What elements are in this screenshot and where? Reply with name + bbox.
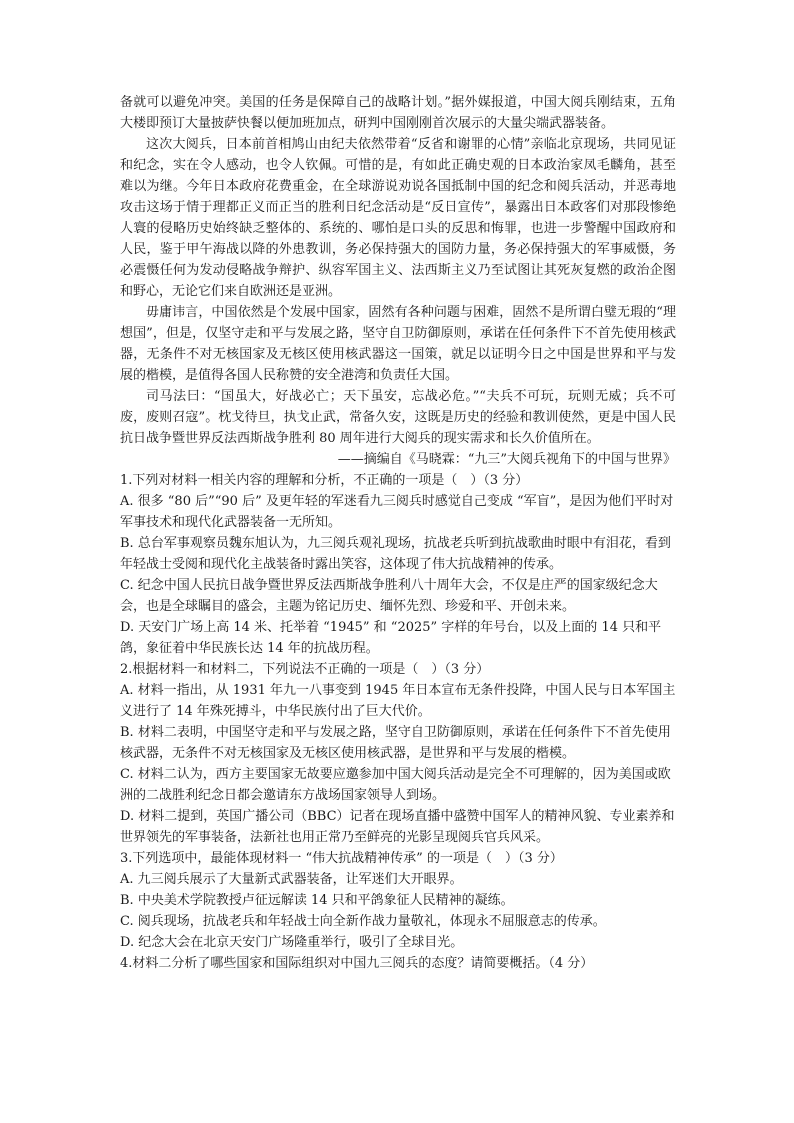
question-stem: 1.下列对材料一相关内容的理解和分析，不正确的一项是（ ）（3 分） [120, 473, 529, 488]
option-d: D. 纪念大会在北京天安门广场隆重举行，吸引了全球目光。 [120, 935, 464, 950]
question-stem: 3.下列选项中，最能体现材料一 “伟大抗战精神传承” 的一项是（ ）（3 分） [120, 851, 563, 866]
question-3 [120, 848, 676, 953]
option-c: C. 纪念中国人民抗日战争暨世界反法西斯战争胜利八十周年大会，不仅是庄严的国家级纪念大会，也是全球瞩目的盛会，主题为铭记历史、缅怀先烈、珍爱和平、开创未来。 [120, 578, 658, 614]
document-page [120, 92, 676, 974]
option-c: C. 材料二认为，西方主要国家无故要应邀参加中国大阅兵活动是完全不可理解的，因为美国或欧洲的二战胜利纪念日都会邀请东方战场国家领导人到场。 [120, 767, 671, 803]
option-d: D. 材料二提到，英国广播公司（BBC）记者在现场直播中盛赞中国军人的精神风貌、专业素养和世界领先的军事装备，法新社也用正常乃至鲜亮的光影呈现阅兵官兵风采。 [120, 809, 675, 845]
option-d: D. 天安门广场上高 14 米、托举着 “1945” 和 “2025” 字样的年号台，以及上面的 14 只和平鸽，象征着中华民族长达 14 年的抗战历程。 [120, 620, 662, 656]
question-2 [120, 659, 676, 848]
passage-paragraph: 司马法曰：“国虽大，好战必亡；天下虽安，忘战必危。”“夫兵不可玩，玩则无威；兵不可废，废则召寇”。枕戈待旦，执戈止武，常备久安，这既是历史的经验和教训使然，更是中国人民抗日战争暨世界反法西斯战争胜利 80 周年进行大阅兵的现实需求和长久价值所在。 [120, 389, 676, 446]
passage-paragraph: 毋庸讳言，中国依然是个发展中国家，固然有各种问题与困难，固然不是所谓白璧无瑕的“理想国”，但是，仅坚守走和平与发展之路，坚守自卫防御原则，承诺在任何条件下不首先使用核武器，无条件不对无核国家及无核区使用核武器这一国策，就足以证明今日之中国是世界和平与发展的楷模，是值得各国人民称赞的安全港湾和负责任大国。 [120, 305, 676, 383]
passage-source: ——摘编自《马晓霖：“九三”大阅兵视角下的中国与世界》 [337, 452, 676, 467]
option-c: C. 阅兵现场，抗战老兵和年轻战士向全新作战力量敬礼，体现永不屈服意志的传承。 [120, 914, 606, 929]
passage-paragraph: 备就可以避免冲突。美国的任务是保障自己的战略计划。”据外媒报道，中国大阅兵刚结束，五角大楼即预订大量披萨快餐以便加班加点，研判中国刚刚首次展示的大量尖端武器装备。 [120, 95, 676, 131]
question-4 [120, 953, 676, 974]
question-stem: 2.根据材料一和材料二，下列说法不正确的一项是（ ）（3 分） [120, 662, 490, 677]
option-b: B. 总台军事观察员魏东旭认为，九三阅兵观礼现场，抗战老兵听到抗战歌曲时眼中有泪花，看到年轻战士受阅和现代化主战装备时露出笑容，这体现了伟大抗战精神的传承。 [120, 536, 671, 572]
passage-paragraph: 这次大阅兵，日本前首相鸠山由纪夫依然带着“反省和谢罪的心情”亲临北京现场，共同见证和纪念，实在令人感动，也令人钦佩。可惜的是，有如此正确史观的日本政治家凤毛麟角，甚至难以为继。今年日本政府花费重金，在全球游说劝说各国抵制中国的纪念和阅兵活动，并恶毒地攻击这场于情于理都正义而正当的胜利日纪念活动是“反日宣传”，暴露出日本政客们对那段惨绝人寰的侵略历史始终缺乏整体的、系统的、哪怕是口头的反思和悔罪，也进一步警醒中国政府和人民，鉴于甲午海战以降的外患教训，务必保持强大的国防力量，务必保持强大的军事威慑，务必震慑任何为发动侵略战争辩护、纵容军国主义、法西斯主义乃至试图让其死灰复燃的政治企图和野心，无论它们来自欧洲还是亚洲。 [120, 137, 676, 299]
option-a: A. 九三阅兵展示了大量新式武器装备，让军迷们大开眼界。 [120, 872, 463, 887]
option-b: B. 材料二表明，中国坚守走和平与发展之路，坚守自卫防御原则，承诺在任何条件下不首先使用核武器，无条件不对无核国家及无核区使用核武器，是世界和平与发展的楷模。 [120, 725, 671, 761]
question-stem: 4.材料二分析了哪些国家和国际组织对中国九三阅兵的态度？请简要概括。（4 分） [120, 956, 594, 971]
option-a: A. 材料一指出，从 1931 年九一八事变到 1945 年日本宣布无条件投降，中国人民与日本军国主义进行了 14 年殊死搏斗，中华民族付出了巨大代价。 [120, 683, 676, 719]
question-1 [120, 470, 676, 659]
option-b: B. 中央美术学院教授卢征远解读 14 只和平鸽象征人民精神的凝练。 [120, 893, 514, 908]
option-a: A. 很多 “80 后”“90 后” 及更年轻的军迷看九三阅兵时感觉自己变成 “军盲”，是因为他们平时对军事技术和现代化武器装备一无所知。 [120, 494, 674, 530]
